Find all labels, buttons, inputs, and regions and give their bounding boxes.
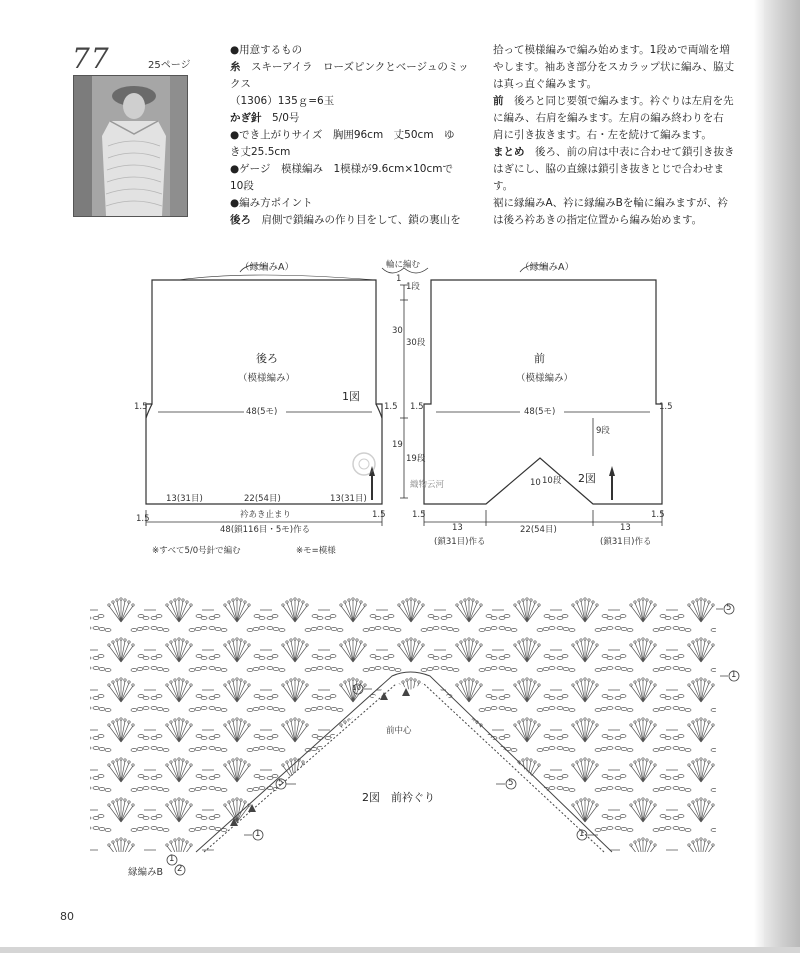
front-line1: 後ろと同じ要領で編みます。衿ぐりは左肩を先 <box>514 95 734 107</box>
margin-back-left: 1.5 <box>134 402 148 412</box>
back-width-48: 48(5モ) <box>246 407 278 417</box>
edging-b-label: 縁編みB <box>128 867 164 878</box>
pattern-number: 77 <box>72 42 110 75</box>
nineteen-label: 19 <box>392 440 403 450</box>
watermark-text: 織物云河 <box>410 480 445 490</box>
front-line2: に編み、右肩を編みます。左肩の編み終わりを右 <box>493 112 724 124</box>
margin-back-bottom-right: 1.5 <box>372 510 386 520</box>
in-round-label: 輪に編む <box>386 260 421 270</box>
fig1-label: 1図 <box>342 390 360 403</box>
row-marker-1-right: 1 <box>579 829 585 839</box>
one-label: 1 <box>396 274 402 284</box>
front-line3: 肩に引き抜きます。右・左を続けて編みます。 <box>493 129 712 141</box>
row-marker-1-top: 1 <box>731 670 737 680</box>
ten-label: 10 <box>530 478 541 488</box>
finish-line3: 裾に縁編みA、衿に縁編みBを輪に編みますが、衿 <box>493 197 728 209</box>
back-label: 後ろ <box>230 214 251 226</box>
right-line3: は真っ直ぐ編みます。 <box>493 78 598 90</box>
back-title: 後ろ <box>256 352 278 365</box>
edging-a-back: （縁編みA） <box>240 262 294 273</box>
fig2-label: 2図 <box>578 472 596 485</box>
row-marker-10: 10 <box>352 684 361 692</box>
back-left-13: 13(31目) <box>166 494 203 504</box>
finish-line2: はぎにし、脇の直線は鎖引き抜きとじで合わせます。 <box>493 163 724 192</box>
center-front-label: 前中心 <box>386 726 412 736</box>
margin-front-right: 1.5 <box>659 402 673 412</box>
yarn-line2: （1306）135ｇ=6玉 <box>230 95 335 107</box>
hook-label: かぎ針 <box>230 112 262 124</box>
thirty-label: 30 <box>392 326 403 336</box>
hook-value: 5/0号 <box>272 112 300 124</box>
finish-line4: は後ろ衿あきの指定位置から編み始めます。 <box>493 214 703 226</box>
front-title: 前 <box>534 352 545 365</box>
right-line1: 拾って模様編みで編み始めます。1段めで両端を増 <box>493 44 730 56</box>
row-marker-5-right: 5 <box>508 778 514 788</box>
size-line2: き丈25.5cm <box>230 146 291 158</box>
margin-front-left: 1.5 <box>410 402 424 412</box>
front-13a: 13 <box>452 523 463 533</box>
yarn-label: 糸 <box>230 61 241 73</box>
margin-back-right: 1.5 <box>384 402 398 412</box>
row-marker-5-left: 5 <box>278 778 284 788</box>
back-bottom-width: 48(鎖116目・5モ)作る <box>220 525 311 535</box>
page-reference: 25ページ <box>148 60 191 71</box>
edging-b-row1: 1 <box>169 854 175 864</box>
edging-b-row2: 2 <box>177 864 183 874</box>
back-text: 肩側で鎖編みの作り目をして、鎖の裏山を <box>261 214 461 226</box>
row-marker-5-top: 5 <box>726 603 732 613</box>
margin-front-bottom-right: 1.5 <box>651 510 665 520</box>
front-13b: 13 <box>620 523 631 533</box>
collar-stop-label: 衿あき止まり <box>240 510 292 520</box>
front-width-48: 48(5モ) <box>524 407 556 417</box>
front-sub: （模様編み） <box>516 373 574 384</box>
row-marker-1-left: 1 <box>255 829 261 839</box>
gauge-line2: 10段 <box>230 180 254 192</box>
back-right-13: 13(31目) <box>330 494 367 504</box>
note-hook: ※すべて5/0号針で編む <box>152 546 241 556</box>
front-22: 22(54目) <box>520 525 557 535</box>
back-sub: （模様編み） <box>238 373 296 384</box>
front-13b-sub: (鎖31目)作る <box>600 537 652 547</box>
points-heading: ●編み方ポイント <box>230 197 313 209</box>
materials-heading: ●用意するもの <box>230 44 303 56</box>
margin-front-bottom-left: 1.5 <box>412 510 426 520</box>
thirty-rows-label: 30段 <box>406 338 426 348</box>
front-13a-sub: (鎖31目)作る <box>434 537 486 547</box>
right-line2: やします。袖あき部分をスカラップ状に編み、脇丈 <box>493 61 735 73</box>
yarn-line1: スキーアイラ ローズピンクとベージュのミックス <box>230 61 469 90</box>
back-mid-22: 22(54目) <box>244 494 281 504</box>
edging-a-front: （縁編みA） <box>520 262 574 273</box>
front-label: 前 <box>493 95 504 107</box>
finish-label: まとめ <box>493 146 525 158</box>
nine-rows-label: 9段 <box>596 426 610 436</box>
note-motif: ※モ=模様 <box>296 546 336 556</box>
gauge-line1: ●ゲージ 模様編み 1模様が9.6cm×10cmで <box>230 163 453 175</box>
nineteen-rows-label: 19段 <box>406 454 426 464</box>
ten-rows-label: 10段 <box>542 476 562 486</box>
one-row-label: 1段 <box>406 282 420 292</box>
chart-title: 2図 前衿ぐり <box>362 791 435 804</box>
margin-back-bottom-left: 1.5 <box>136 514 150 524</box>
size-line1: ●でき上がりサイズ 胸囲96cm 丈50cm ゆ <box>230 129 455 141</box>
finish-line1: 後ろ、前の肩は中表に合わせて鎖引き抜き <box>535 146 735 158</box>
page-number: 80 <box>60 910 74 923</box>
